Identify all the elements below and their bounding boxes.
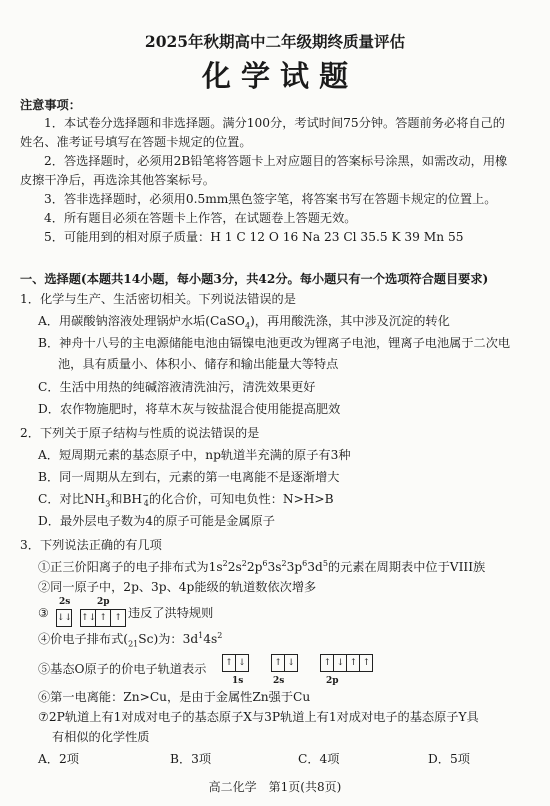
orbital-box: ↑ bbox=[222, 654, 236, 672]
q3-statement-5: ⑤基态O原子的价电子轨道表示 bbox=[38, 662, 207, 676]
q2-option-a: A．短周期元素的基态原子中，np轨道半充满的原子有3种 bbox=[38, 448, 351, 462]
orbital-label-2s: 2s bbox=[59, 597, 71, 607]
q1-option-c: C．生活中用热的纯碱溶液清洗油污，清洗效果更好 bbox=[38, 380, 316, 394]
q2-option-b: B．同一周期从左到右，元素的第一电离能不是逐渐增大 bbox=[38, 470, 340, 484]
orbital-label-2p-b: 2p bbox=[326, 676, 339, 686]
page-footer: 高二化学 第1页(共8页) bbox=[208, 780, 342, 794]
orbital-label-1s: 1s bbox=[232, 676, 244, 686]
orbital-box: ↑ bbox=[111, 609, 126, 627]
orbital-box: ↓↓ bbox=[56, 609, 72, 627]
q3-statement-7-cont: 有相似的化学性质 bbox=[52, 730, 150, 744]
q3-option-b: B．3项 bbox=[170, 752, 212, 766]
q2-stem: 2．下列关于原子结构与性质的说法错误的是 bbox=[20, 426, 260, 440]
notice-item-2-cont: 皮擦干净后，再选涂其他答案标号。 bbox=[20, 173, 215, 187]
q1-option-b-cont: 池，具有质量小、体积小、储存和输出能量大等特点 bbox=[58, 357, 339, 371]
q1-stem: 1．化学与生产、生活密切相关。下列说法错误的是 bbox=[20, 292, 296, 306]
orbital-box: ↑ bbox=[347, 654, 360, 672]
orbital-box: ↑ bbox=[320, 654, 334, 672]
orbital-box: ↓ bbox=[285, 654, 298, 672]
q3-statement-3-text: 违反了洪特规则 bbox=[128, 606, 214, 620]
notice-item-1-cont: 姓名、准考证号填写在答题卡规定的位置。 bbox=[20, 135, 252, 149]
notice-item-3: 3．答非选择题时，必须用0.5mm黑色签字笔，将答案书写在答题卡规定的位置上。 bbox=[44, 192, 497, 206]
q1-option-b: B．神舟十八号的主电源储能电池由镉镍电池更改为锂离子电池，锂离子电池属于二次电 bbox=[38, 336, 511, 350]
q3-statement-3-num: ③ bbox=[38, 606, 49, 620]
q2-option-c: C．对比$NH_3$和$BH^-_4$的化合价，可知电负性：N>H>B bbox=[38, 490, 334, 509]
notice-item-4: 4．所有题目必须在答题卡上作答，在试题卷上答题无效。 bbox=[44, 211, 357, 225]
exam-title: 2025年秋期高中二年级期终质量评估 bbox=[144, 32, 406, 51]
orbital-box: ↓ bbox=[236, 654, 249, 672]
q3-option-c: C．4项 bbox=[298, 752, 340, 766]
orbital-label-2p: 2p bbox=[97, 597, 110, 607]
notice-item-2: 2．答选择题时，必须用2B铅笔将答题卡上对应题目的答案标号涂黑，如需改动，用橡 bbox=[44, 154, 508, 168]
q1-option-a: A．用碳酸钠溶液处理锅炉水垢(CaSO$_4$)，再用酸洗涤，其中涉及沉淀的转化 bbox=[38, 314, 450, 331]
q3-option-a: A．2项 bbox=[38, 752, 79, 766]
orbital-box: ↓ bbox=[334, 654, 347, 672]
notice-heading: 注意事项： bbox=[20, 98, 81, 112]
q3-statement-7: ⑦2P轨道上有1对成对电子的基态原子X与3P轨道上有1对成对电子的基态原子Y具 bbox=[38, 710, 479, 724]
q3-statement-1: ①正三价阳离子的电子排布式为$1s^22s^22p^63s^23p^63d^5$的元素在周期表中位于VIII族 bbox=[38, 558, 486, 574]
notice-item-5: 5．可能用到的相对原子质量：H 1 C 12 O 16 Na 23 Cl 35.5 K 39 Mn 55 bbox=[44, 230, 464, 244]
notice-item-1: 1．本试卷分选择题和非选择题。满分100分，考试时间75分钟。答题前务必将自己的 bbox=[44, 116, 505, 130]
orbital-box: ↑ bbox=[360, 654, 373, 672]
q1-option-d: D．农作物施肥时，将草木灰与铵盐混合使用能提高肥效 bbox=[38, 402, 341, 416]
orbital-diagram-oxygen bbox=[222, 652, 373, 672]
q3-statement-4: ④价电子排布式$(_{21}Sc)$为：$3d^14s^2$ bbox=[38, 630, 223, 649]
orbital-diagram-2s2p bbox=[56, 607, 126, 627]
subject-title: 化 学 试 题 bbox=[201, 59, 349, 93]
q3-stem: 3．下列说法正确的有几项 bbox=[20, 538, 162, 552]
section-heading: 一、选择题(本题共14小题，每小题3分，共42分。每小题只有一个选项符合题目要求) bbox=[20, 272, 489, 286]
orbital-box: ↑ bbox=[96, 609, 111, 627]
q2-option-d: D．最外层电子数为4的原子可能是金属原子 bbox=[38, 514, 275, 528]
q3-option-d: D．5项 bbox=[428, 752, 470, 766]
orbital-box: ↑↓ bbox=[80, 609, 96, 627]
orbital-box: ↑ bbox=[271, 654, 285, 672]
q3-statement-6: ⑥第一电离能：Zn>Cu，是由于金属性Zn强于Cu bbox=[38, 690, 311, 704]
q3-statement-2: ②同一原子中，2p、3p、4p能级的轨道数依次增多 bbox=[38, 580, 317, 594]
orbital-label-2s-b: 2s bbox=[273, 676, 285, 686]
